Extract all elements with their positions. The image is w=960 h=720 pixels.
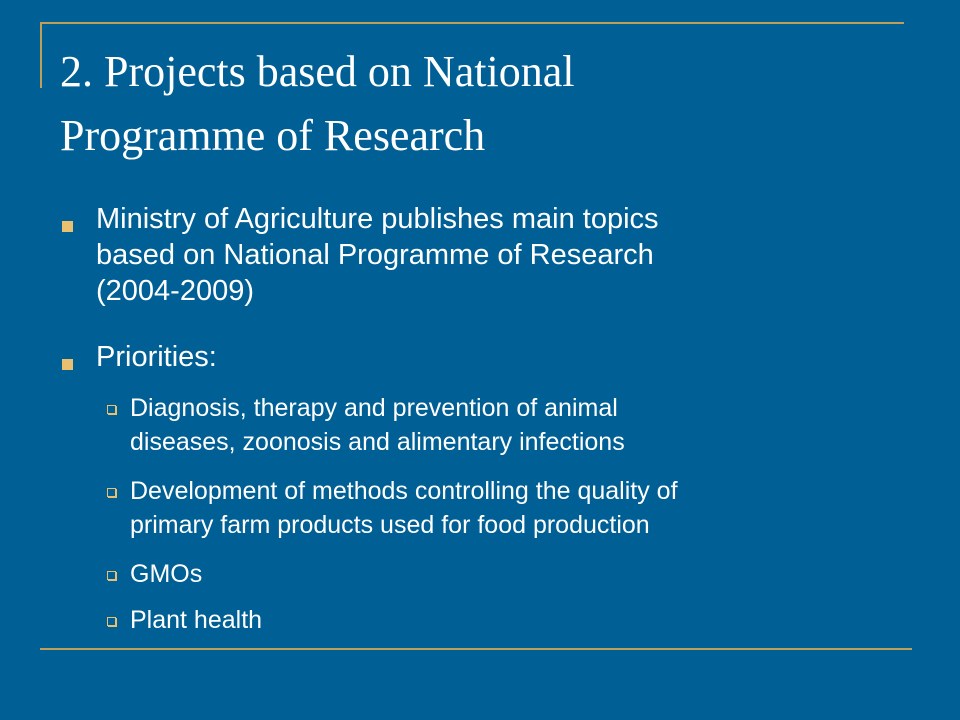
sub-bullet-line: GMOs [130, 560, 203, 588]
hollow-square-bullet-icon [107, 571, 116, 580]
sub-bullet-line: diseases, zoonosis and alimentary infections [130, 428, 625, 456]
hollow-square-bullet-icon [107, 488, 116, 497]
slide-title [60, 40, 920, 168]
bullet-line: Ministry of Agriculture publishes main topics [96, 203, 659, 235]
title-line: 2. Projects based on National [60, 47, 575, 96]
hollow-square-bullet-icon [107, 405, 116, 414]
square-bullet-icon [62, 221, 73, 232]
bullet-text [96, 339, 217, 375]
sub-bullet-text [130, 474, 678, 542]
title-line: Programme of Research [60, 111, 486, 160]
hollow-square-bullet-icon [107, 617, 116, 626]
top-rule [40, 22, 904, 24]
sub-bullet-text [130, 603, 262, 637]
square-bullet-icon [62, 359, 73, 370]
left-rule [40, 22, 42, 88]
bullet-text [96, 201, 659, 309]
sub-bullet-line: Plant health [130, 606, 263, 634]
sub-bullet-text [130, 557, 202, 591]
sub-bullet-line: Diagnosis, therapy and prevention of animal [130, 394, 618, 422]
bullet-line: Priorities: [96, 341, 217, 373]
bottom-rule [40, 648, 912, 650]
sub-bullet-text [130, 391, 625, 459]
sub-bullet-line: primary farm products used for food production [130, 511, 650, 539]
bullet-line: (2004-2009) [96, 275, 254, 307]
sub-bullet-line: Development of methods controlling the quality of [130, 477, 678, 505]
bullet-line: based on National Programme of Research [96, 239, 654, 271]
